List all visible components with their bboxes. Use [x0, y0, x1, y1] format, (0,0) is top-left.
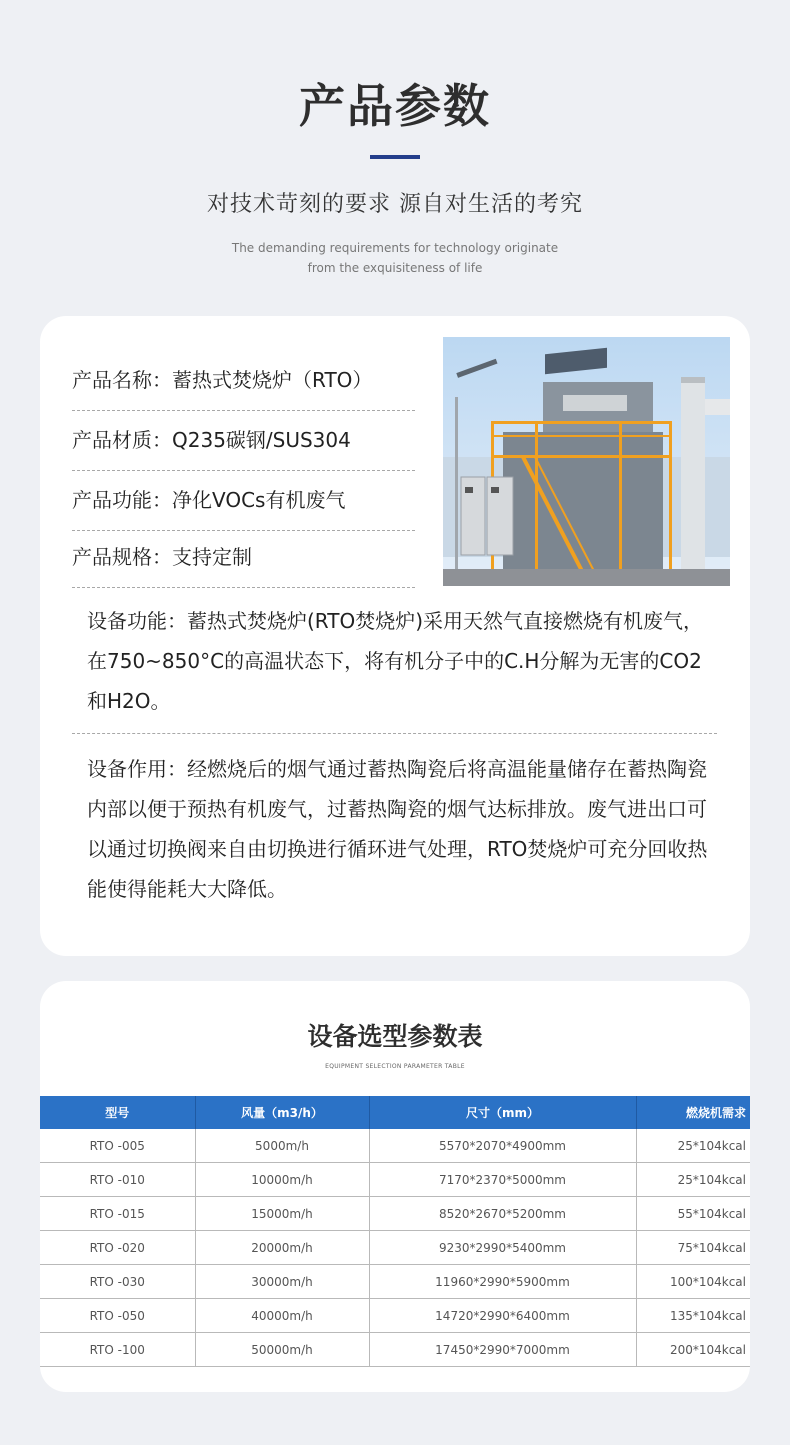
- cell-burner: 55*104kcal: [636, 1197, 750, 1231]
- cell-size: 9230*2990*5400mm: [369, 1231, 636, 1265]
- function-text: 蓄热式焚烧炉(RTO焚烧炉)采用天然气直接燃烧有机废气，在750~850°C的高温状态下，将有机分子中的C.H分解为无害的CO2和H2O。: [87, 609, 704, 713]
- cell-model: RTO -015: [40, 1197, 195, 1231]
- page-subtitle: 对技术苛刻的要求 源自对生活的考究: [207, 192, 583, 217]
- table-title: 设备选型参数表: [307, 1022, 483, 1051]
- table-header-row: [40, 1096, 750, 1129]
- parameter-table: [40, 1096, 750, 1367]
- column-header-model: 型号: [40, 1096, 195, 1129]
- cell-model: RTO -010: [40, 1163, 195, 1197]
- english-tagline-line1: The demanding requirements for technology originate: [231, 241, 559, 255]
- cell-airflow: 5000m/h: [195, 1129, 369, 1163]
- cell-burner: 75*104kcal: [636, 1231, 750, 1265]
- table-row: [40, 1163, 750, 1197]
- spec-row-size: [72, 528, 415, 588]
- cell-model: RTO -020: [40, 1231, 195, 1265]
- table-row: [40, 1231, 750, 1265]
- cell-airflow: 40000m/h: [195, 1299, 369, 1333]
- parameter-table-card: [40, 981, 750, 1392]
- cell-airflow: 15000m/h: [195, 1197, 369, 1231]
- cell-burner: 25*104kcal: [636, 1129, 750, 1163]
- cell-size: 7170*2370*5000mm: [369, 1163, 636, 1197]
- product-info-card: [40, 316, 750, 956]
- table-row: [40, 1333, 750, 1367]
- english-tagline-line2: from the exquisiteness of life: [307, 261, 483, 275]
- spec-label: 产品材质：: [72, 428, 172, 452]
- table-subtitle: EQUIPMENT SELECTION PARAMETER TABLE: [325, 1063, 465, 1070]
- cell-size: 11960*2990*5900mm: [369, 1265, 636, 1299]
- cell-model: RTO -100: [40, 1333, 195, 1367]
- title-underline: [370, 155, 420, 159]
- column-header-size: 尺寸（mm）: [369, 1096, 636, 1129]
- cell-burner: 135*104kcal: [636, 1299, 750, 1333]
- cell-size: 17450*2990*7000mm: [369, 1333, 636, 1367]
- cell-airflow: 30000m/h: [195, 1265, 369, 1299]
- table-row: [40, 1299, 750, 1333]
- function-label: 设备功能：: [87, 609, 187, 633]
- spec-row-function: [72, 471, 415, 531]
- column-header-burner: 燃烧机需求: [636, 1096, 750, 1129]
- column-header-airflow: 风量（m3/h）: [195, 1096, 369, 1129]
- cell-model: RTO -050: [40, 1299, 195, 1333]
- effect-text: 经燃烧后的烟气通过蓄热陶瓷后将高温能量储存在蓄热陶瓷内部以便于预热有机废气，过蓄热陶瓷的烟气达标排放。废气进出口可以通过切换阀来自由切换进行循环进气处理，RTO焚烧炉可充分回收热能使得能耗大大降低。: [87, 757, 708, 901]
- cell-airflow: 20000m/h: [195, 1231, 369, 1265]
- spec-value: Q235碳钢/SUS304: [172, 428, 351, 452]
- cell-model: RTO -005: [40, 1129, 195, 1163]
- rto-equipment-illustration: [443, 337, 730, 586]
- spec-label: 产品功能：: [72, 488, 172, 512]
- cell-model: RTO -030: [40, 1265, 195, 1299]
- spec-value: 支持定制: [172, 545, 252, 569]
- spec-label: 产品规格：: [72, 545, 172, 569]
- cell-airflow: 50000m/h: [195, 1333, 369, 1367]
- equipment-function-paragraph: [87, 601, 717, 721]
- cell-size: 8520*2670*5200mm: [369, 1197, 636, 1231]
- rto-equipment-photo: [443, 337, 730, 586]
- cell-size: 5570*2070*4900mm: [369, 1129, 636, 1163]
- spec-value: 蓄热式焚烧炉（RTO）: [172, 368, 373, 392]
- table-row: [40, 1265, 750, 1299]
- spec-label: 产品名称：: [72, 368, 172, 392]
- spec-row-name: [72, 351, 415, 411]
- spec-row-material: [72, 411, 415, 471]
- cell-burner: 25*104kcal: [636, 1163, 750, 1197]
- page-title: 产品参数: [299, 79, 491, 133]
- cell-airflow: 10000m/h: [195, 1163, 369, 1197]
- table-row: [40, 1129, 750, 1163]
- cell-burner: 200*104kcal: [636, 1333, 750, 1367]
- cell-size: 14720*2990*6400mm: [369, 1299, 636, 1333]
- cell-burner: 100*104kcal: [636, 1265, 750, 1299]
- equipment-effect-paragraph: [87, 749, 717, 909]
- divider: [72, 733, 717, 734]
- spec-value: 净化VOCs有机废气: [172, 488, 346, 512]
- table-row: [40, 1197, 750, 1231]
- effect-label: 设备作用：: [87, 757, 187, 781]
